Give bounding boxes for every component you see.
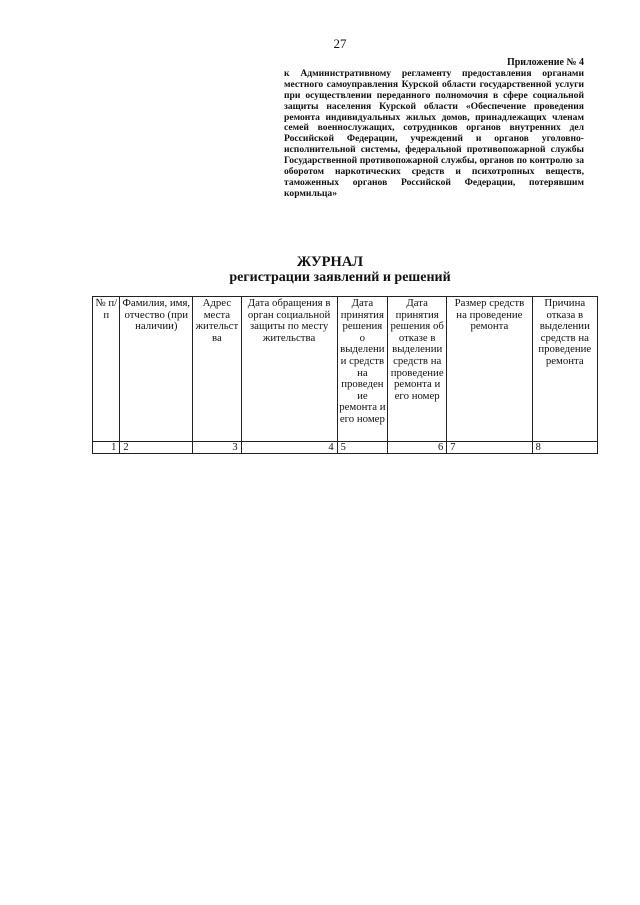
column-number: 7 — [447, 442, 532, 454]
column-number: 1 — [93, 442, 120, 454]
column-header: Фамилия, имя, отчество (при наличии) — [120, 297, 193, 442]
column-header: Дата обращения в орган социальной защиты по месту жительства — [241, 297, 337, 442]
column-number: 2 — [120, 442, 193, 454]
appendix-text: к Административному регламенту предоставления органами местного самоуправления Курской области государственной услуги при осуществлении переданного полномочия в сфере социальной защиты населения Курской области «Обеспечение проведения ремонта индивидуальных жилых домов, принадлежащих членам семей военнослужащих, сотрудников органов внутренних дел Российской Федерации, учреждений и органов уголовно-исполнительной системы, федеральной противопожарной службы Государственной противопожарной службы, органов по контролю за оборотом наркотических средств и психотропных веществ, таможенных органов Российской Федерации, потерявшим кормильца» — [284, 67, 584, 199]
journal-subtitle: регистрации заявлений и решений — [229, 270, 451, 285]
journal-title: ЖУРНАЛ — [296, 254, 364, 270]
appendix-block — [284, 58, 584, 200]
page-number: 27 — [333, 36, 347, 51]
column-number: 4 — [241, 442, 337, 454]
appendix-title: Приложение № 4 — [506, 57, 584, 68]
journal-table — [92, 296, 598, 454]
column-number-row — [93, 442, 598, 454]
column-header: Размер средств на проведение ремонта — [447, 297, 532, 442]
table-header-row — [93, 297, 598, 442]
column-header: Дата принятия решения об отказе в выделении средств на проведение ремонта и его номер — [388, 297, 447, 442]
column-header: Причина отказа в выделении средств на проведение ремонта — [532, 297, 597, 442]
column-header: Дата принятия решения о выделении средств на проведение ремонта и его номер — [337, 297, 388, 442]
column-number: 6 — [388, 442, 447, 454]
column-number: 8 — [532, 442, 597, 454]
column-header: Адрес места жительства — [193, 297, 241, 442]
column-number: 3 — [193, 442, 241, 454]
column-number: 5 — [337, 442, 388, 454]
column-header: № п/п — [93, 297, 120, 442]
